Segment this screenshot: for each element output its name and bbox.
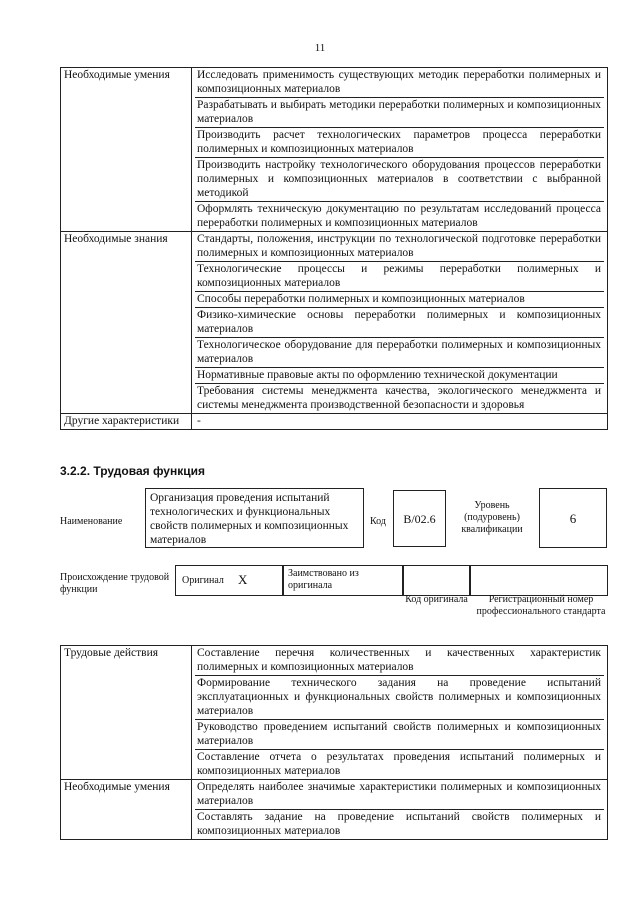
table-row — [61, 232, 608, 414]
requirements-table — [60, 67, 608, 430]
actions-table — [60, 645, 608, 840]
list-item: Нормативные правовые акты по оформлению технической документации — [195, 367, 604, 383]
row-label-actions: Трудовые действия — [61, 646, 192, 780]
level-label: Уровень (подуровень) квалификации — [461, 500, 523, 535]
list-item: - — [197, 415, 201, 427]
list-item: Разрабатывать и выбирать методики переработки полимерных и композиционных материалов — [195, 97, 604, 127]
row-label-other: Другие характеристики — [61, 414, 192, 430]
list-item: Составление перечня количественных и качественных характеристик полимерных и композиционных материалов — [197, 647, 601, 673]
list-item: Стандарты, положения, инструкции по технологической подготовке переработки полимерных и композиционных материалов — [197, 233, 601, 259]
section-heading: 3.2.2. Трудовая функция — [60, 464, 205, 478]
list-item: Формирование технического задания на проведение испытаний эксплуатационных и функциональных свойств полимерных и композиционных материалов — [195, 675, 604, 719]
list-item: Определять наиболее значимые характеристики полимерных и композиционных материалов — [197, 781, 601, 807]
row-label-skills-2: Необходимые умения — [61, 780, 192, 840]
list-item: Составление отчета о результатах проведения испытаний полимерных и композиционных материалов — [195, 749, 604, 779]
level-value: 6 — [539, 488, 607, 548]
borrowed-cell: Заимствовано из оригинала — [283, 565, 403, 596]
list-item: Физико-химические основы переработки полимерных и композиционных материалов — [195, 307, 604, 337]
name-label: Наименование — [60, 516, 123, 527]
page-number: 11 — [314, 42, 326, 54]
list-item: Составлять задание на проведение испытаний свойств полимерных и композиционных материалов — [195, 809, 604, 839]
original-cell — [175, 565, 283, 596]
reg-number-label: Регистрационный номер профессионального стандарта — [476, 594, 606, 617]
original-mark: X — [238, 572, 248, 587]
list-item: Производить расчет технологических параметров процесса переработки полимерных и композиционных материалов — [195, 127, 604, 157]
list-item: Технологическое оборудование для переработки полимерных и композиционных материалов — [195, 337, 604, 367]
list-item: Способы переработки полимерных и композиционных материалов — [195, 291, 604, 307]
original-label: Оригинал — [182, 575, 224, 586]
code-original-label: Код оригинала — [405, 594, 468, 605]
list-item: Технологические процессы и режимы переработки полимерных и композиционных материалов — [195, 261, 604, 291]
function-name: Организация проведения испытаний технологических и функциональных свойств полимерных и композиционных материалов — [145, 488, 364, 548]
function-code: B/02.6 — [393, 490, 446, 547]
origin-label: Происхождение трудовой функции — [60, 572, 170, 595]
code-label: Код — [370, 516, 386, 527]
table-row — [61, 414, 608, 430]
code-original-cell — [403, 565, 470, 596]
table-row — [61, 646, 608, 780]
list-item: Требования системы менеджмента качества, экологического менеджмента и системы менеджмента производственной безопасности и здоровья — [195, 383, 604, 413]
row-label-knowledge: Необходимые знания — [61, 232, 192, 414]
list-item: Руководство проведением испытаний свойств полимерных и композиционных материалов — [195, 719, 604, 749]
table-row — [61, 68, 608, 232]
list-item: Исследовать применимость существующих методик переработки полимерных и композиционных материалов — [197, 69, 601, 95]
reg-number-cell — [470, 565, 608, 596]
list-item: Оформлять техническую документацию по результатам исследований процесса переработки полимерных и композиционных материалов — [195, 201, 604, 231]
table-row — [61, 780, 608, 840]
row-label-skills: Необходимые умения — [61, 68, 192, 232]
list-item: Производить настройку технологического оборудования процессов переработки полимерных и композиционных материалов в соответствии с выбранной методикой — [195, 157, 604, 201]
